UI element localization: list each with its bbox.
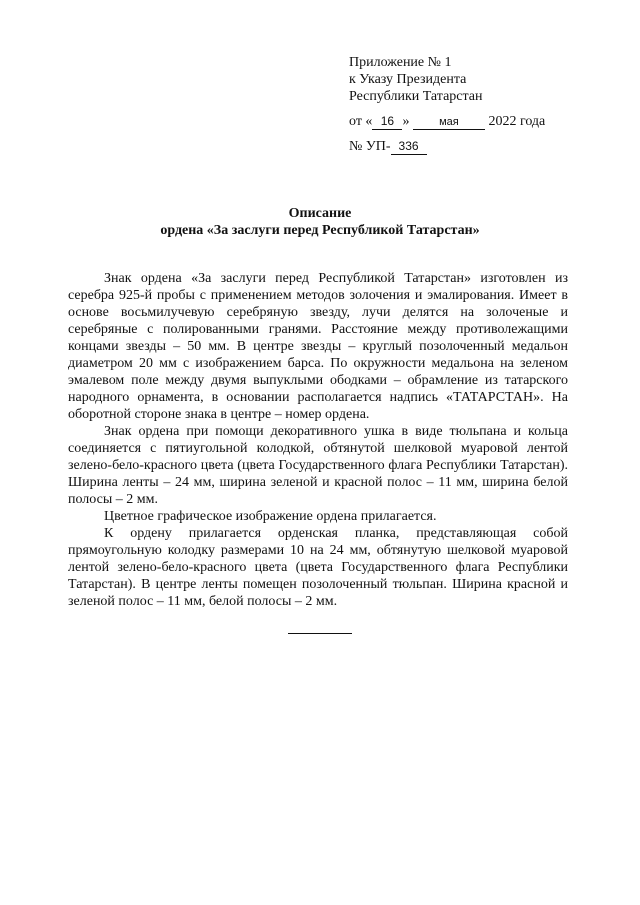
date-mid: » [402, 114, 410, 129]
paragraph-4: К ордену прилагается орденская планка, представляющая собой прямоугольную колодку размерами 10 на 24 мм, обтянутую шелковой муаровой лентой зелено-бело-красного цвета (цвета Государственного флага Республики Татарстан). В центре ленты помещен позолоченный тюльпан. Ширина красной и зеленой полос – 11 мм, белой полосы – 2 мм. [68, 526, 568, 609]
heading-subtitle: ордена «За заслуги перед Республикой Татарстан» [160, 223, 480, 238]
decree-number [349, 138, 589, 155]
date-day-field [372, 114, 402, 130]
date-day: 16 [380, 114, 395, 128]
appendix-line-3: Республики Татарстан [349, 89, 483, 104]
paragraph-2: Знак ордена при помощи декоративного ушка в виде тюльпана и кольца соединяется с пятиугольной колодкой, обтянутой шелковой муаровой лентой зелено-бело-красного цвета (цвета Государственного флага Республики Татарстан). Ширина ленты – 24 мм, ширина зеленой и красной полос – 11 мм, ширина белой полосы – 2 мм. [68, 424, 568, 507]
date-month: мая [439, 116, 459, 128]
date-suffix: 2022 года [488, 114, 546, 129]
end-divider [288, 633, 352, 634]
document-heading [0, 205, 640, 239]
number-field [391, 139, 427, 155]
heading-title: Описание [288, 206, 352, 221]
document-body [68, 270, 568, 610]
paragraph-3: Цветное графическое изображение ордена прилагается. [104, 509, 437, 524]
paragraph-1: Знак ордена «За заслуги перед Республикой Татарстан» изготовлен из серебра 925-й пробы с применением методов золочения и эмалирования. Имеет в основе восьмилучевую серебряную звезду, лучи делятся на золоченые и серебряные с полированными гранями. Расстояние между противолежащими концами звезды – 50 мм. В центре звезды – круглый позолоченный медальон диаметром 20 мм с изображением барса. По окружности медальона на зеленом эмалевом поле между двумя выпуклыми ободками – обрамление из татарского народного орнамента, в основании располагается надпись «ТАТАРСТАН». На оборотной стороне знака в центре – номер ордена. [68, 271, 568, 422]
appendix-line-1: Приложение № 1 [349, 55, 452, 70]
decree-date [349, 113, 589, 130]
date-prefix: от « [349, 114, 373, 129]
number-prefix: № УП- [349, 139, 391, 154]
date-month-field [413, 115, 485, 130]
number-value: 336 [398, 139, 419, 153]
appendix-line-2: к Указу Президента [349, 72, 467, 87]
appendix-block [349, 54, 589, 155]
